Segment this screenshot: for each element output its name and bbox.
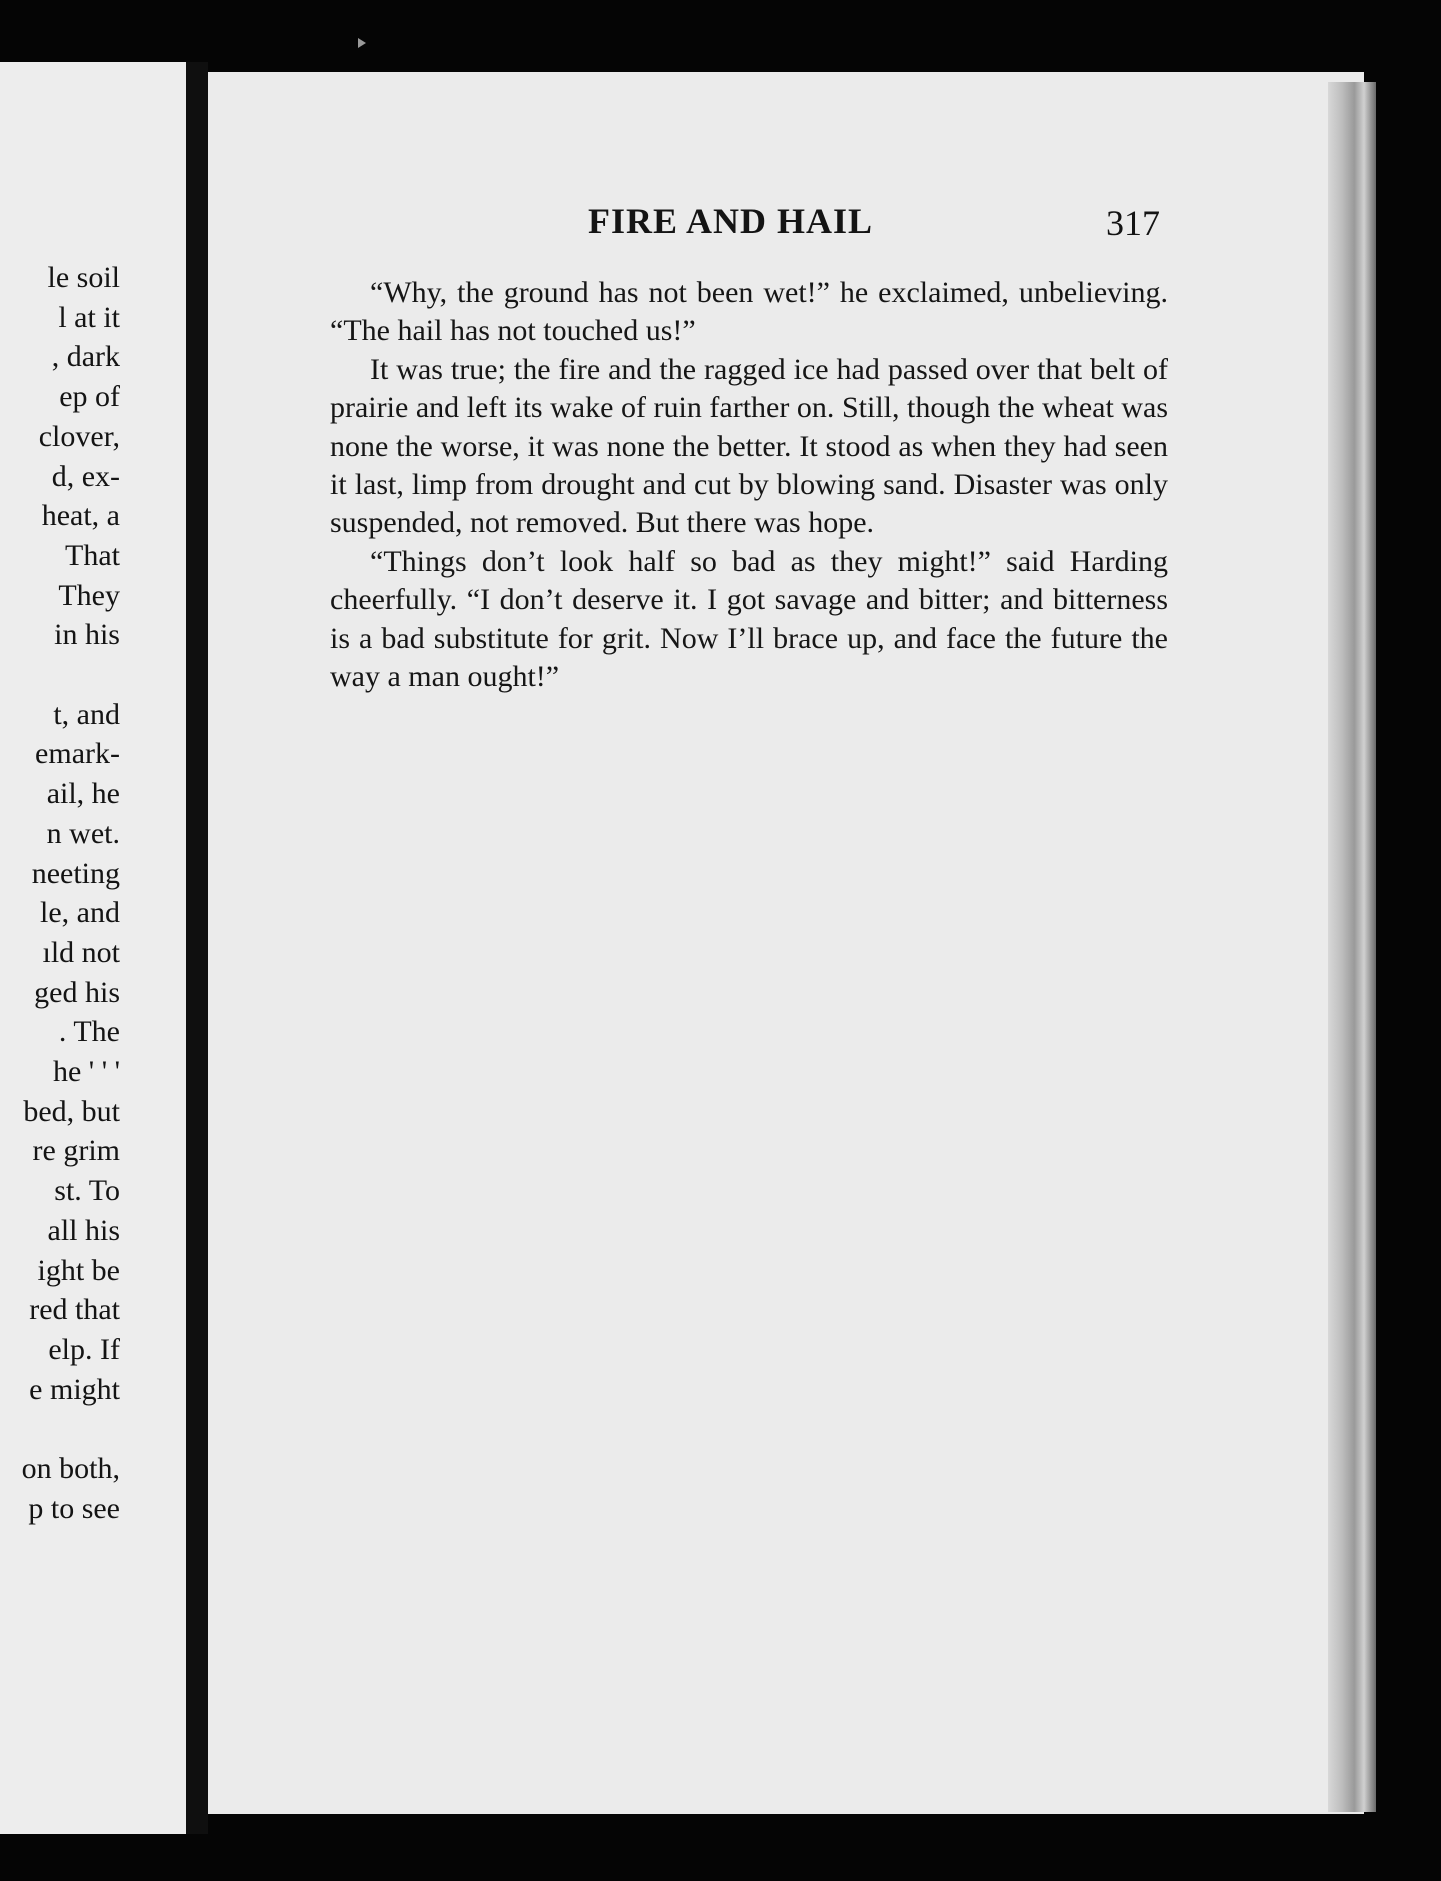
previous-page-line: le, and: [40, 896, 120, 930]
current-page: [208, 72, 1364, 1814]
previous-page-line: he ' ' ': [52, 1055, 120, 1089]
paragraph: “Why, the ground has not been wet!” he exclaimed, unbelieving. “The hail has not touched us!”: [330, 276, 1168, 348]
previous-page-line: le soil: [47, 261, 120, 294]
paragraph: It was true; the fire and the ragged ice had passed over that belt of prairie and left its wake of ruin farther on. Still, though the wheat was none the worse, it was none the better. It stood as when they had seen it last, limp from drought and cut by blowing sand. Disaster was only suspended, not removed. But there was hope.: [330, 352, 1168, 540]
previous-page-line: on both,: [21, 1452, 120, 1486]
previous-page-line: e might: [29, 1372, 120, 1406]
previous-page-line: elp. If: [48, 1332, 120, 1366]
previous-page-line: ight be: [37, 1253, 120, 1287]
previous-page-line: , dark: [51, 340, 120, 374]
previous-page-line: re grim: [32, 1134, 120, 1168]
previous-page-line: st. To: [54, 1174, 120, 1208]
previous-page-line: clover,: [38, 419, 120, 453]
paragraph: “Things don’t look half so bad as they might!” said Harding cheerfully. “I don’t deserve it. I got savage and bitter; and bitterness is a bad substitute for grit. Now I’ll brace up, and face the future the way a man ought!”: [330, 544, 1168, 694]
previous-page-line: n wet.: [46, 816, 120, 850]
previous-page-line: in his: [54, 618, 120, 652]
previous-page-line: d, ex-: [51, 459, 120, 493]
previous-page-line: . The: [58, 1015, 120, 1049]
previous-page-line: ıld not: [42, 935, 120, 969]
previous-page-line: red that: [29, 1293, 120, 1327]
scan-arrow-mark: [358, 38, 366, 48]
previous-page-line: ep of: [59, 380, 120, 414]
previous-page-line: [0, 655, 120, 695]
page-edges: [1328, 82, 1376, 1812]
previous-page-text: [0, 258, 120, 1529]
previous-page-line: l at it: [58, 300, 120, 334]
previous-page-line: heat, a: [41, 499, 120, 533]
page-body: [330, 274, 1168, 696]
page-number: 317: [1106, 203, 1160, 243]
previous-page-line: bed, but: [23, 1094, 120, 1128]
previous-page-line: t, and: [53, 697, 120, 731]
previous-page-line: p to see: [28, 1491, 120, 1525]
previous-page-line: They: [58, 578, 120, 612]
previous-page-line: neeting: [31, 856, 120, 890]
previous-page-line: ail, he: [46, 777, 120, 811]
previous-page-line: ged his: [34, 975, 120, 1009]
running-title: FIRE AND HAIL: [588, 201, 874, 241]
previous-page-line: all his: [47, 1213, 120, 1247]
previous-page-line: emark-: [35, 737, 120, 771]
previous-page: [0, 62, 186, 1834]
previous-page-line: That: [65, 538, 120, 572]
previous-page-line: [0, 1409, 120, 1449]
page-header: [208, 200, 1364, 250]
book-gutter: [186, 62, 208, 1834]
